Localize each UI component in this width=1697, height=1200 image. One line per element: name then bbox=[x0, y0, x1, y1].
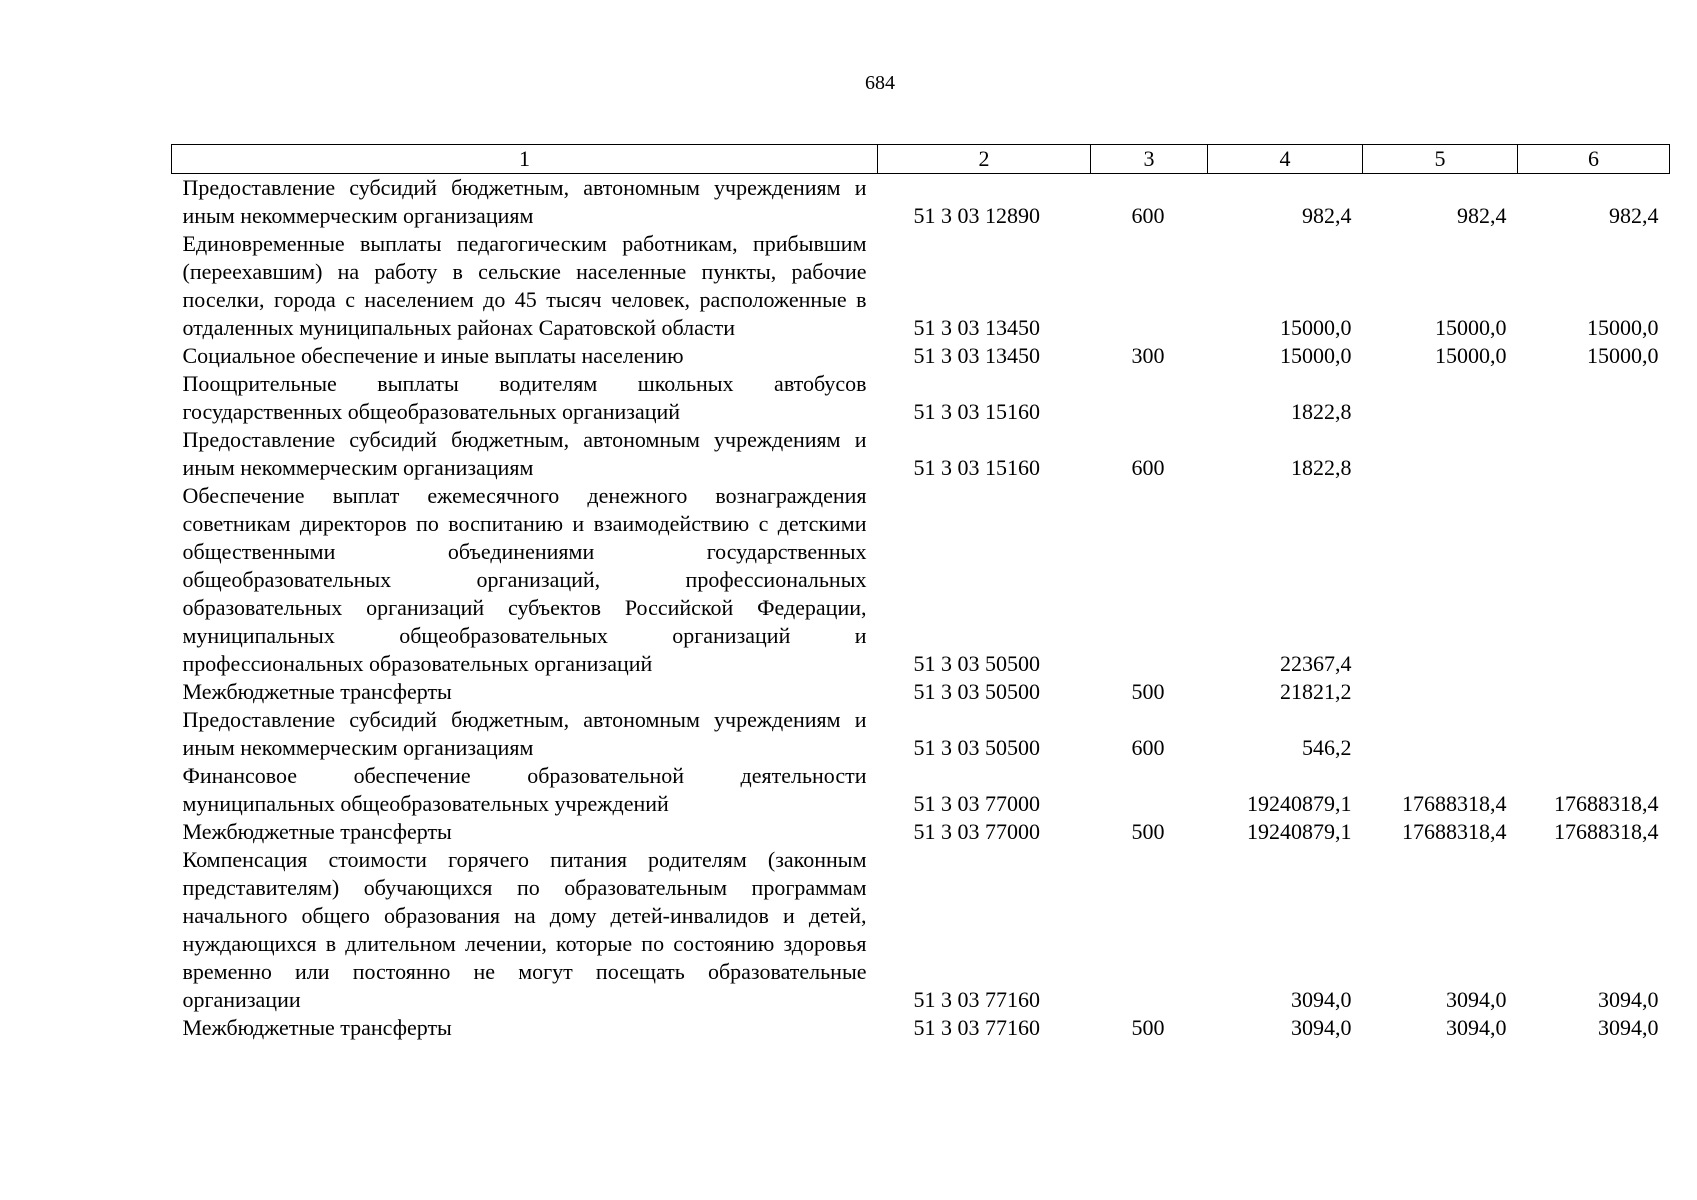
expense-type bbox=[1091, 762, 1208, 818]
target-code: 51 3 03 15160 bbox=[913, 455, 1040, 480]
table-row bbox=[172, 1014, 1670, 1042]
amount-col6 bbox=[1518, 426, 1670, 482]
amount-col4: 21821,2 bbox=[1280, 679, 1352, 704]
amount-col4: 3094,0 bbox=[1291, 987, 1352, 1012]
amount-col6: 17688318,4 bbox=[1554, 791, 1659, 816]
amount-col4: 1822,8 bbox=[1291, 455, 1352, 480]
amount-col6: 15000,0 bbox=[1587, 315, 1659, 340]
target-code: 51 3 03 77000 bbox=[913, 819, 1040, 844]
amount-col6 bbox=[1518, 482, 1670, 678]
expense-type bbox=[1091, 482, 1208, 678]
table-row bbox=[172, 230, 1670, 342]
amount-col5 bbox=[1363, 678, 1518, 706]
item-name: Социальное обеспечение и иные выплаты населению bbox=[182, 343, 684, 368]
target-code: 51 3 03 12890 bbox=[913, 203, 1040, 228]
expense-type bbox=[1091, 230, 1208, 342]
table-row bbox=[172, 342, 1670, 370]
amount-col4: 19240879,1 bbox=[1247, 791, 1352, 816]
header-row bbox=[172, 145, 1670, 174]
amount-col4: 546,2 bbox=[1302, 735, 1352, 760]
item-name: Предоставление субсидий бюджетным, автономным учреждениям и иным некоммерческим организациям bbox=[182, 175, 867, 228]
expense-type: 600 bbox=[1131, 735, 1165, 760]
column-header-6: 6 bbox=[1518, 145, 1670, 174]
target-code: 51 3 03 13450 bbox=[913, 315, 1040, 340]
item-name: Межбюджетные трансферты bbox=[182, 679, 452, 704]
amount-col6 bbox=[1518, 370, 1670, 426]
amount-col5: 17688318,4 bbox=[1402, 791, 1507, 816]
amount-col4: 1822,8 bbox=[1291, 399, 1352, 424]
item-name: Межбюджетные трансферты bbox=[182, 1015, 452, 1040]
expense-type: 300 bbox=[1131, 343, 1165, 368]
budget-table bbox=[171, 144, 1670, 1042]
item-name: Компенсация стоимости горячего питания родителям (законным представителям) обучающихся по образовательным программам начального общего образования на дому детей-инвалидов и детей, нуждающихся в длительном лечении, которые по состоянию здоровья временно или постоянно не могут посещать образовательные организации bbox=[182, 847, 867, 1012]
target-code: 51 3 03 13450 bbox=[913, 343, 1040, 368]
target-code: 51 3 03 77160 bbox=[913, 987, 1040, 1012]
amount-col5 bbox=[1363, 706, 1518, 762]
amount-col6: 17688318,4 bbox=[1554, 819, 1659, 844]
table-row bbox=[172, 370, 1670, 426]
target-code: 51 3 03 77000 bbox=[913, 791, 1040, 816]
amount-col5 bbox=[1363, 482, 1518, 678]
table-row bbox=[172, 426, 1670, 482]
target-code: 51 3 03 15160 bbox=[913, 399, 1040, 424]
amount-col5: 15000,0 bbox=[1435, 315, 1507, 340]
amount-col5: 15000,0 bbox=[1435, 343, 1507, 368]
table-row bbox=[172, 762, 1670, 818]
item-name: Межбюджетные трансферты bbox=[182, 819, 452, 844]
expense-type: 600 bbox=[1131, 455, 1165, 480]
table-row bbox=[172, 846, 1670, 1014]
amount-col5: 3094,0 bbox=[1446, 1015, 1507, 1040]
table-row bbox=[172, 818, 1670, 846]
expense-type: 500 bbox=[1131, 1015, 1165, 1040]
amount-col4: 15000,0 bbox=[1280, 315, 1352, 340]
expense-type: 500 bbox=[1131, 819, 1165, 844]
amount-col6 bbox=[1518, 678, 1670, 706]
table-row bbox=[172, 174, 1670, 231]
table-body bbox=[172, 174, 1670, 1043]
amount-col5 bbox=[1363, 426, 1518, 482]
item-name: Финансовое обеспечение образовательной деятельности муниципальных общеобразовательных учреждений bbox=[182, 763, 867, 816]
target-code: 51 3 03 77160 bbox=[913, 1015, 1040, 1040]
column-header-5: 5 bbox=[1363, 145, 1518, 174]
column-header-2: 2 bbox=[878, 145, 1091, 174]
amount-col4: 22367,4 bbox=[1280, 651, 1352, 676]
amount-col4: 982,4 bbox=[1302, 203, 1352, 228]
table-row bbox=[172, 706, 1670, 762]
page-number: 684 bbox=[865, 72, 895, 94]
amount-col5 bbox=[1363, 370, 1518, 426]
table-row bbox=[172, 678, 1670, 706]
amount-col6: 3094,0 bbox=[1598, 1015, 1659, 1040]
item-name: Предоставление субсидий бюджетным, автономным учреждениям и иным некоммерческим организациям bbox=[182, 427, 867, 480]
column-header-1: 1 bbox=[172, 145, 878, 174]
item-name: Поощрительные выплаты водителям школьных автобусов государственных общеобразовательных организаций bbox=[182, 371, 867, 424]
amount-col5: 17688318,4 bbox=[1402, 819, 1507, 844]
expense-type bbox=[1091, 370, 1208, 426]
expense-type: 600 bbox=[1131, 203, 1165, 228]
amount-col4: 19240879,1 bbox=[1247, 819, 1352, 844]
amount-col6: 982,4 bbox=[1609, 203, 1659, 228]
amount-col5: 3094,0 bbox=[1446, 987, 1507, 1012]
table-row bbox=[172, 482, 1670, 678]
target-code: 51 3 03 50500 bbox=[913, 735, 1040, 760]
item-name: Предоставление субсидий бюджетным, автономным учреждениям и иным некоммерческим организациям bbox=[182, 707, 867, 760]
amount-col4: 3094,0 bbox=[1291, 1015, 1352, 1040]
amount-col4: 15000,0 bbox=[1280, 343, 1352, 368]
item-name: Единовременные выплаты педагогическим работникам, прибывшим (переехавшим) на работу в сельские населенные пункты, рабочие поселки, города с населением до 45 тысяч человек, расположенные в отдаленных муниципальных районах Саратовской области bbox=[182, 231, 867, 340]
expense-type: 500 bbox=[1131, 679, 1165, 704]
amount-col6: 3094,0 bbox=[1598, 987, 1659, 1012]
amount-col6: 15000,0 bbox=[1587, 343, 1659, 368]
amount-col5: 982,4 bbox=[1457, 203, 1507, 228]
expense-type bbox=[1091, 846, 1208, 1014]
amount-col6 bbox=[1518, 706, 1670, 762]
item-name: Обеспечение выплат ежемесячного денежного вознаграждения советникам директоров по воспитанию и взаимодействию с детскими общественными объединениями государственных общеобразовательных организаций, профессиональных образовательных организаций субъектов Российской Федерации, муниципальных общеобразовательных организаций и профессиональных образовательных организаций bbox=[182, 483, 867, 676]
column-header-3: 3 bbox=[1091, 145, 1208, 174]
target-code: 51 3 03 50500 bbox=[913, 679, 1040, 704]
target-code: 51 3 03 50500 bbox=[913, 651, 1040, 676]
column-header-4: 4 bbox=[1208, 145, 1363, 174]
table-header bbox=[172, 145, 1670, 174]
